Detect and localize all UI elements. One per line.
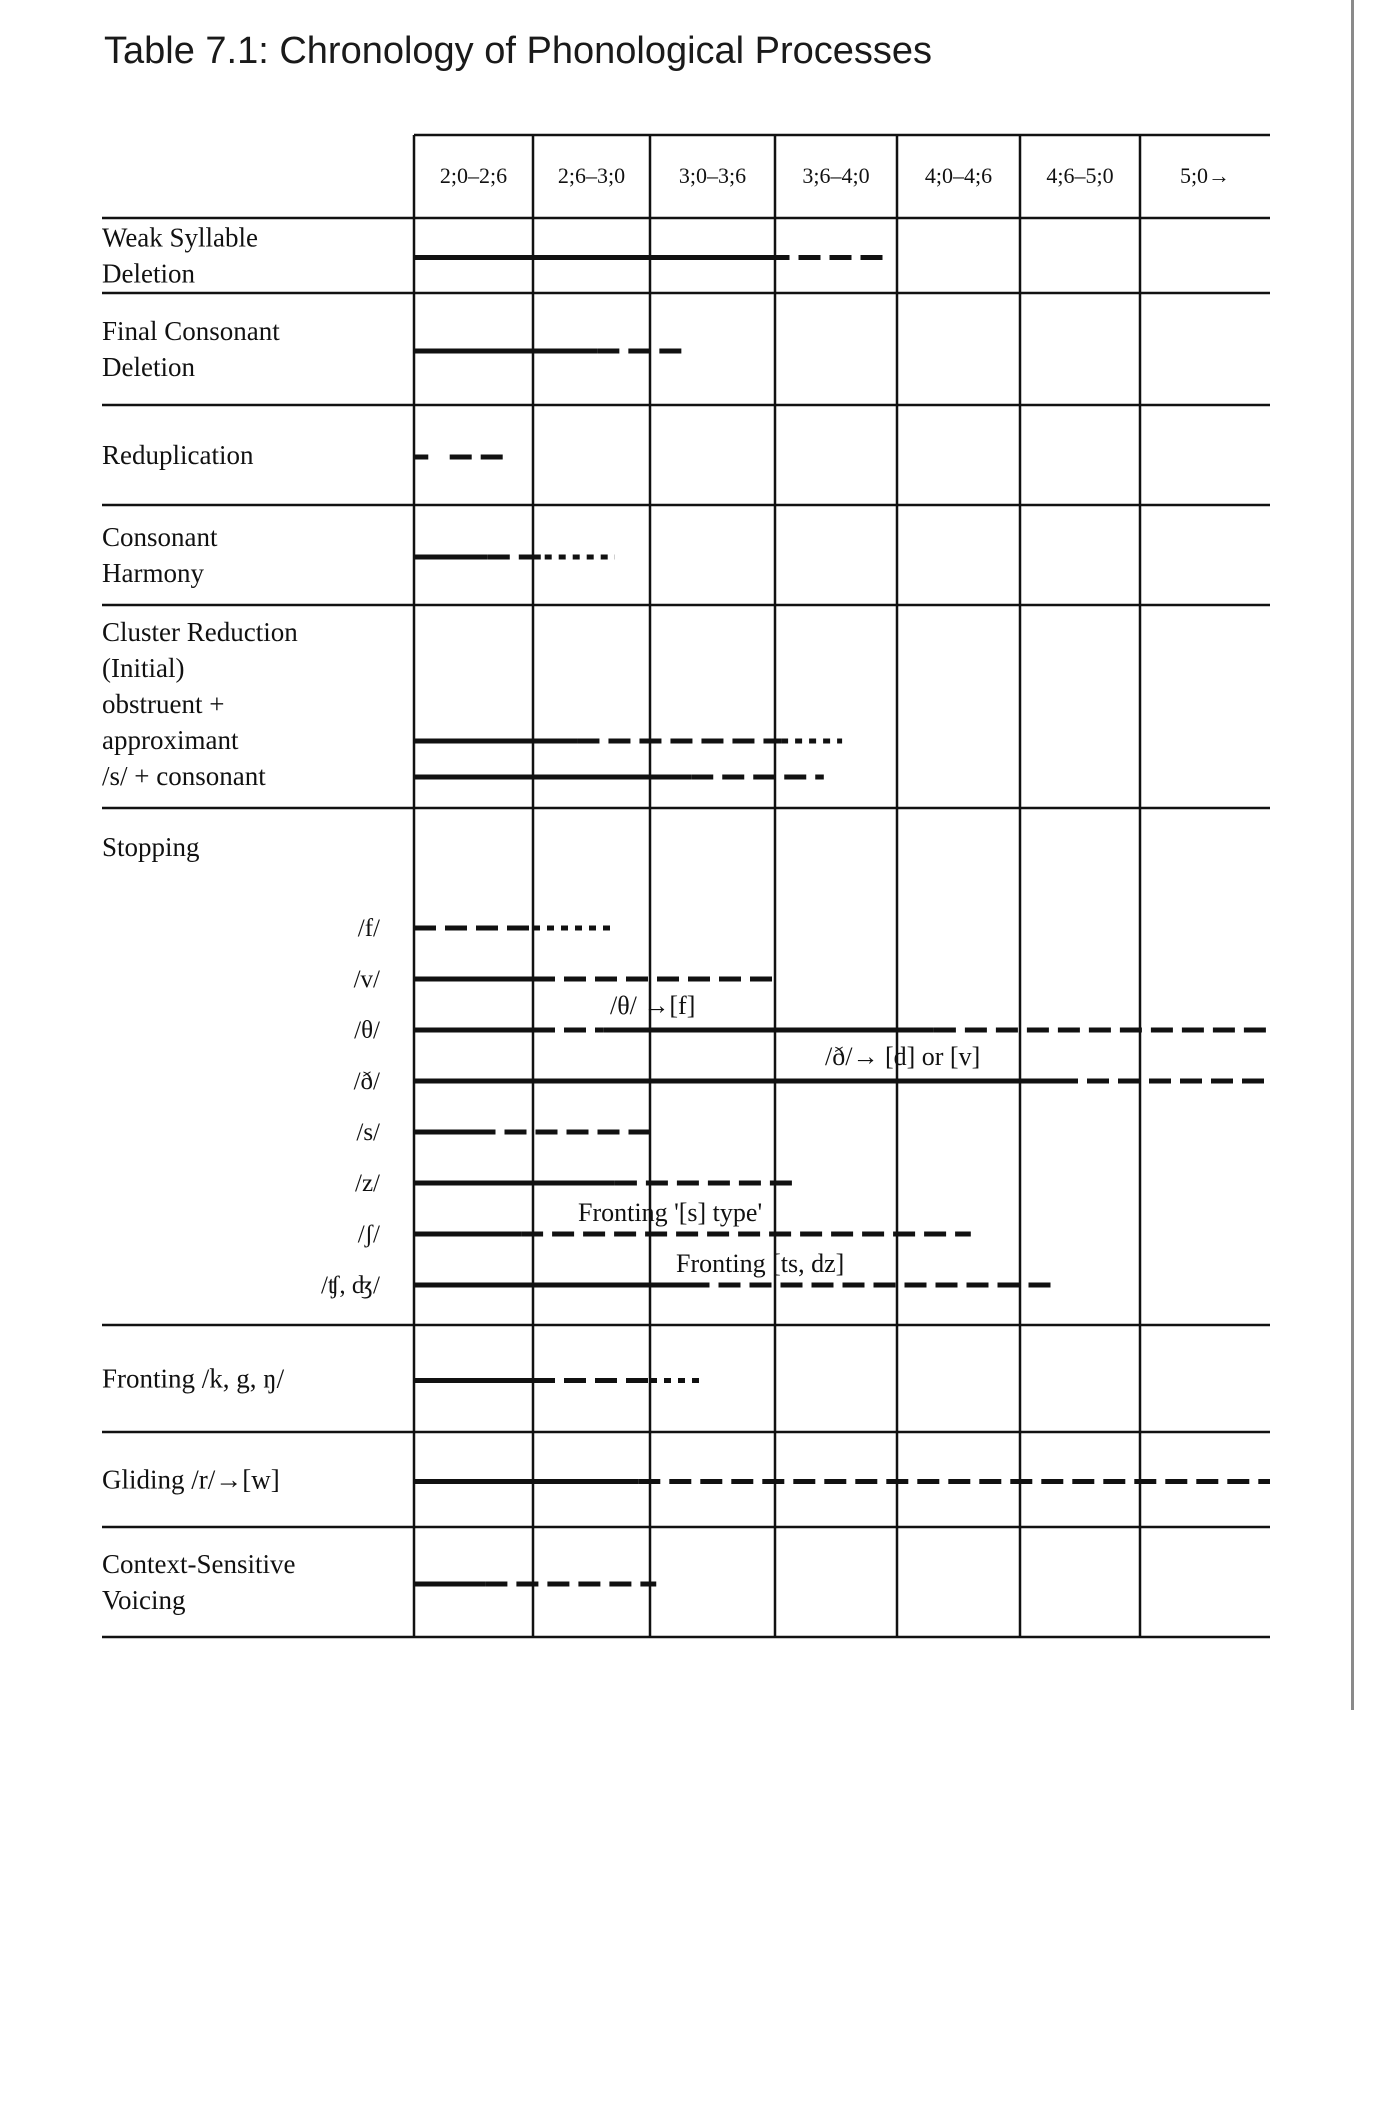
row-label-3-line-0: Consonant [102,522,218,552]
column-header-0: 2;0–2;6 [439,163,508,188]
row-label-8-line-1: Voicing [102,1585,186,1615]
stopping-label-0: /f/ [357,915,380,942]
row-label-3-line-1: Harmony [102,558,204,588]
column-header-6: 5;0→ [1179,163,1231,188]
row-label-1-line-1: Deletion [102,352,195,382]
row-label-0-line-1: Deletion [102,258,195,289]
column-header-5: 4;6–5;0 [1046,163,1114,188]
column-header-3: 3;6–4;0 [802,163,870,188]
stopping-note-2: /θ/ →[f] [610,991,696,1020]
stopping-label-6: /ʃ/ [357,1221,380,1248]
stopping-label-1: /v/ [353,966,380,993]
stopping-note-6: Fronting [ts, dz] [676,1249,845,1278]
column-header-1: 2;6–3;0 [557,163,626,188]
row-label-0-line-0: Weak Syllable [102,222,259,253]
stopping-label-4: /s/ [356,1119,380,1146]
stopping-note-3: /ð/→ [d] or [v] [825,1042,981,1071]
row-label-4-line-0: Cluster Reduction [102,617,298,647]
row-label-4-line-1: (Initial) [102,653,185,683]
row-label-7-line-0: Gliding /r/→[w] [102,1464,280,1495]
row-label-4-line-3: approximant [102,725,239,755]
row-label-4-line-2: obstruent + [102,689,225,719]
stopping-label-5: /z/ [355,1170,380,1197]
page-title: Table 7.1: Chronology of Phonological Processes [104,30,933,72]
row-label-2-line-0: Reduplication [102,440,254,470]
row-label-1-line-0: Final Consonant [102,316,280,346]
stopping-note-5: Fronting '[s] type' [578,1198,763,1227]
row-label-6-line-0: Fronting /k, g, ŋ/ [102,1363,285,1394]
column-header-2: 3;0–3;6 [678,163,747,188]
column-header-4: 4;0–4;6 [924,163,993,188]
stopping-label-7: /ʧ, ʤ/ [320,1272,380,1299]
row-label-5-line-0: Stopping [102,832,200,862]
row-label-8-line-0: Context-Sensitive [102,1549,296,1579]
stopping-label-3: /ð/ [353,1068,380,1095]
stopping-label-2: /θ/ [354,1017,380,1044]
row-label-4-line-4: /s/ + consonant [102,761,266,791]
